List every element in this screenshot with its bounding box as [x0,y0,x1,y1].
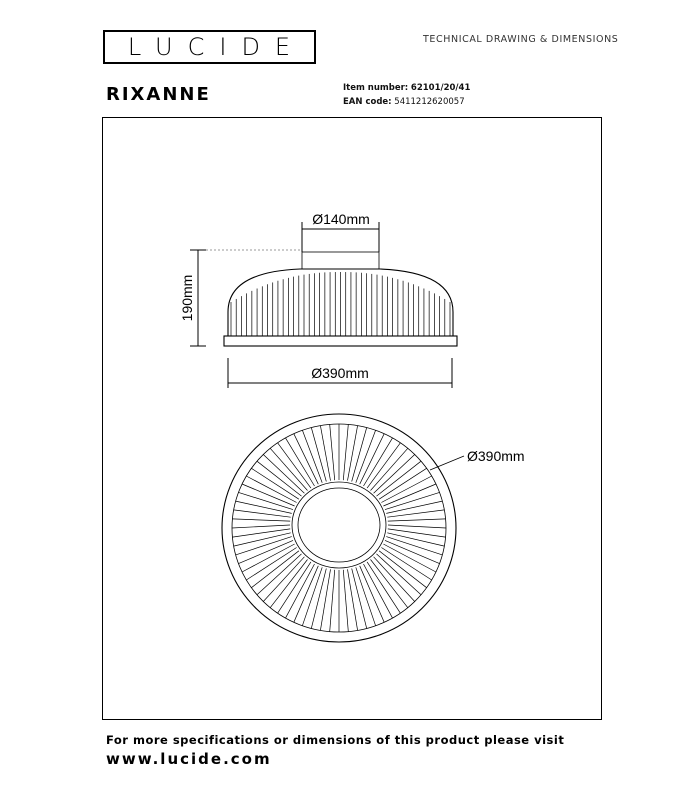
plan-spoke [385,492,440,509]
plan-spoke [385,540,440,563]
plan-spoke [251,551,299,588]
plan-spoke [381,548,431,581]
plan-spokes [232,424,446,632]
plan-spoke [388,525,446,528]
plan-spoke [367,562,400,613]
plan-spoke [364,438,393,486]
top-diameter-label: Ø140mm [312,211,370,227]
plan-spoke [232,529,290,537]
ean-value: 5411212620057 [394,97,465,107]
plan-canopy [298,488,380,562]
plan-spoke [286,438,315,486]
plan-spoke [371,560,408,608]
canopy-mount [302,252,379,269]
plan-spoke [374,455,415,494]
plan-spoke [343,424,348,480]
plan-view [222,414,464,642]
plan-spoke [278,562,311,613]
plan-spoke [239,540,294,563]
plan-spoke [388,519,446,521]
shade-ribs [231,272,450,336]
ean-label: EAN code: [343,97,392,107]
plan-spoke [348,569,358,630]
shade-base [224,336,457,346]
plan-inner-ring [292,482,386,568]
plan-spoke [348,426,358,481]
plan-spoke [343,570,348,632]
plan-spoke [232,525,290,528]
height-label: 190mm [179,274,195,322]
plan-spoke [257,554,302,595]
item-number-value: 62101/20/41 [410,83,471,93]
plan-spoke [246,548,296,581]
product-name: RIXANNE [106,84,211,105]
plan-spoke [239,492,294,509]
footer-note: For more specifications or dimensions of this product please visit [106,733,565,747]
plan-spoke [320,426,330,481]
plan-spoke [263,455,304,494]
plan-spoke [320,569,330,630]
plan-spoke [330,424,335,480]
plan-spoke [377,554,422,595]
document-caption: TECHNICAL DRAWING & DIMENSIONS [423,34,619,45]
logo-wordmark: LUCIDE [127,33,306,61]
plan-spoke [232,519,290,521]
plan-spoke [360,434,385,485]
plan-spoke [270,560,307,608]
item-number-label: Item number: [343,83,409,93]
plan-spoke [294,434,319,485]
plan-spoke [330,570,335,632]
footer-url[interactable]: www.lucide.com [106,750,272,768]
side-diameter-label: Ø390mm [311,365,369,381]
plan-spoke [379,551,427,588]
plan-diameter-label: Ø390mm [467,448,525,464]
side-view [190,222,457,388]
plan-spoke [388,529,446,537]
